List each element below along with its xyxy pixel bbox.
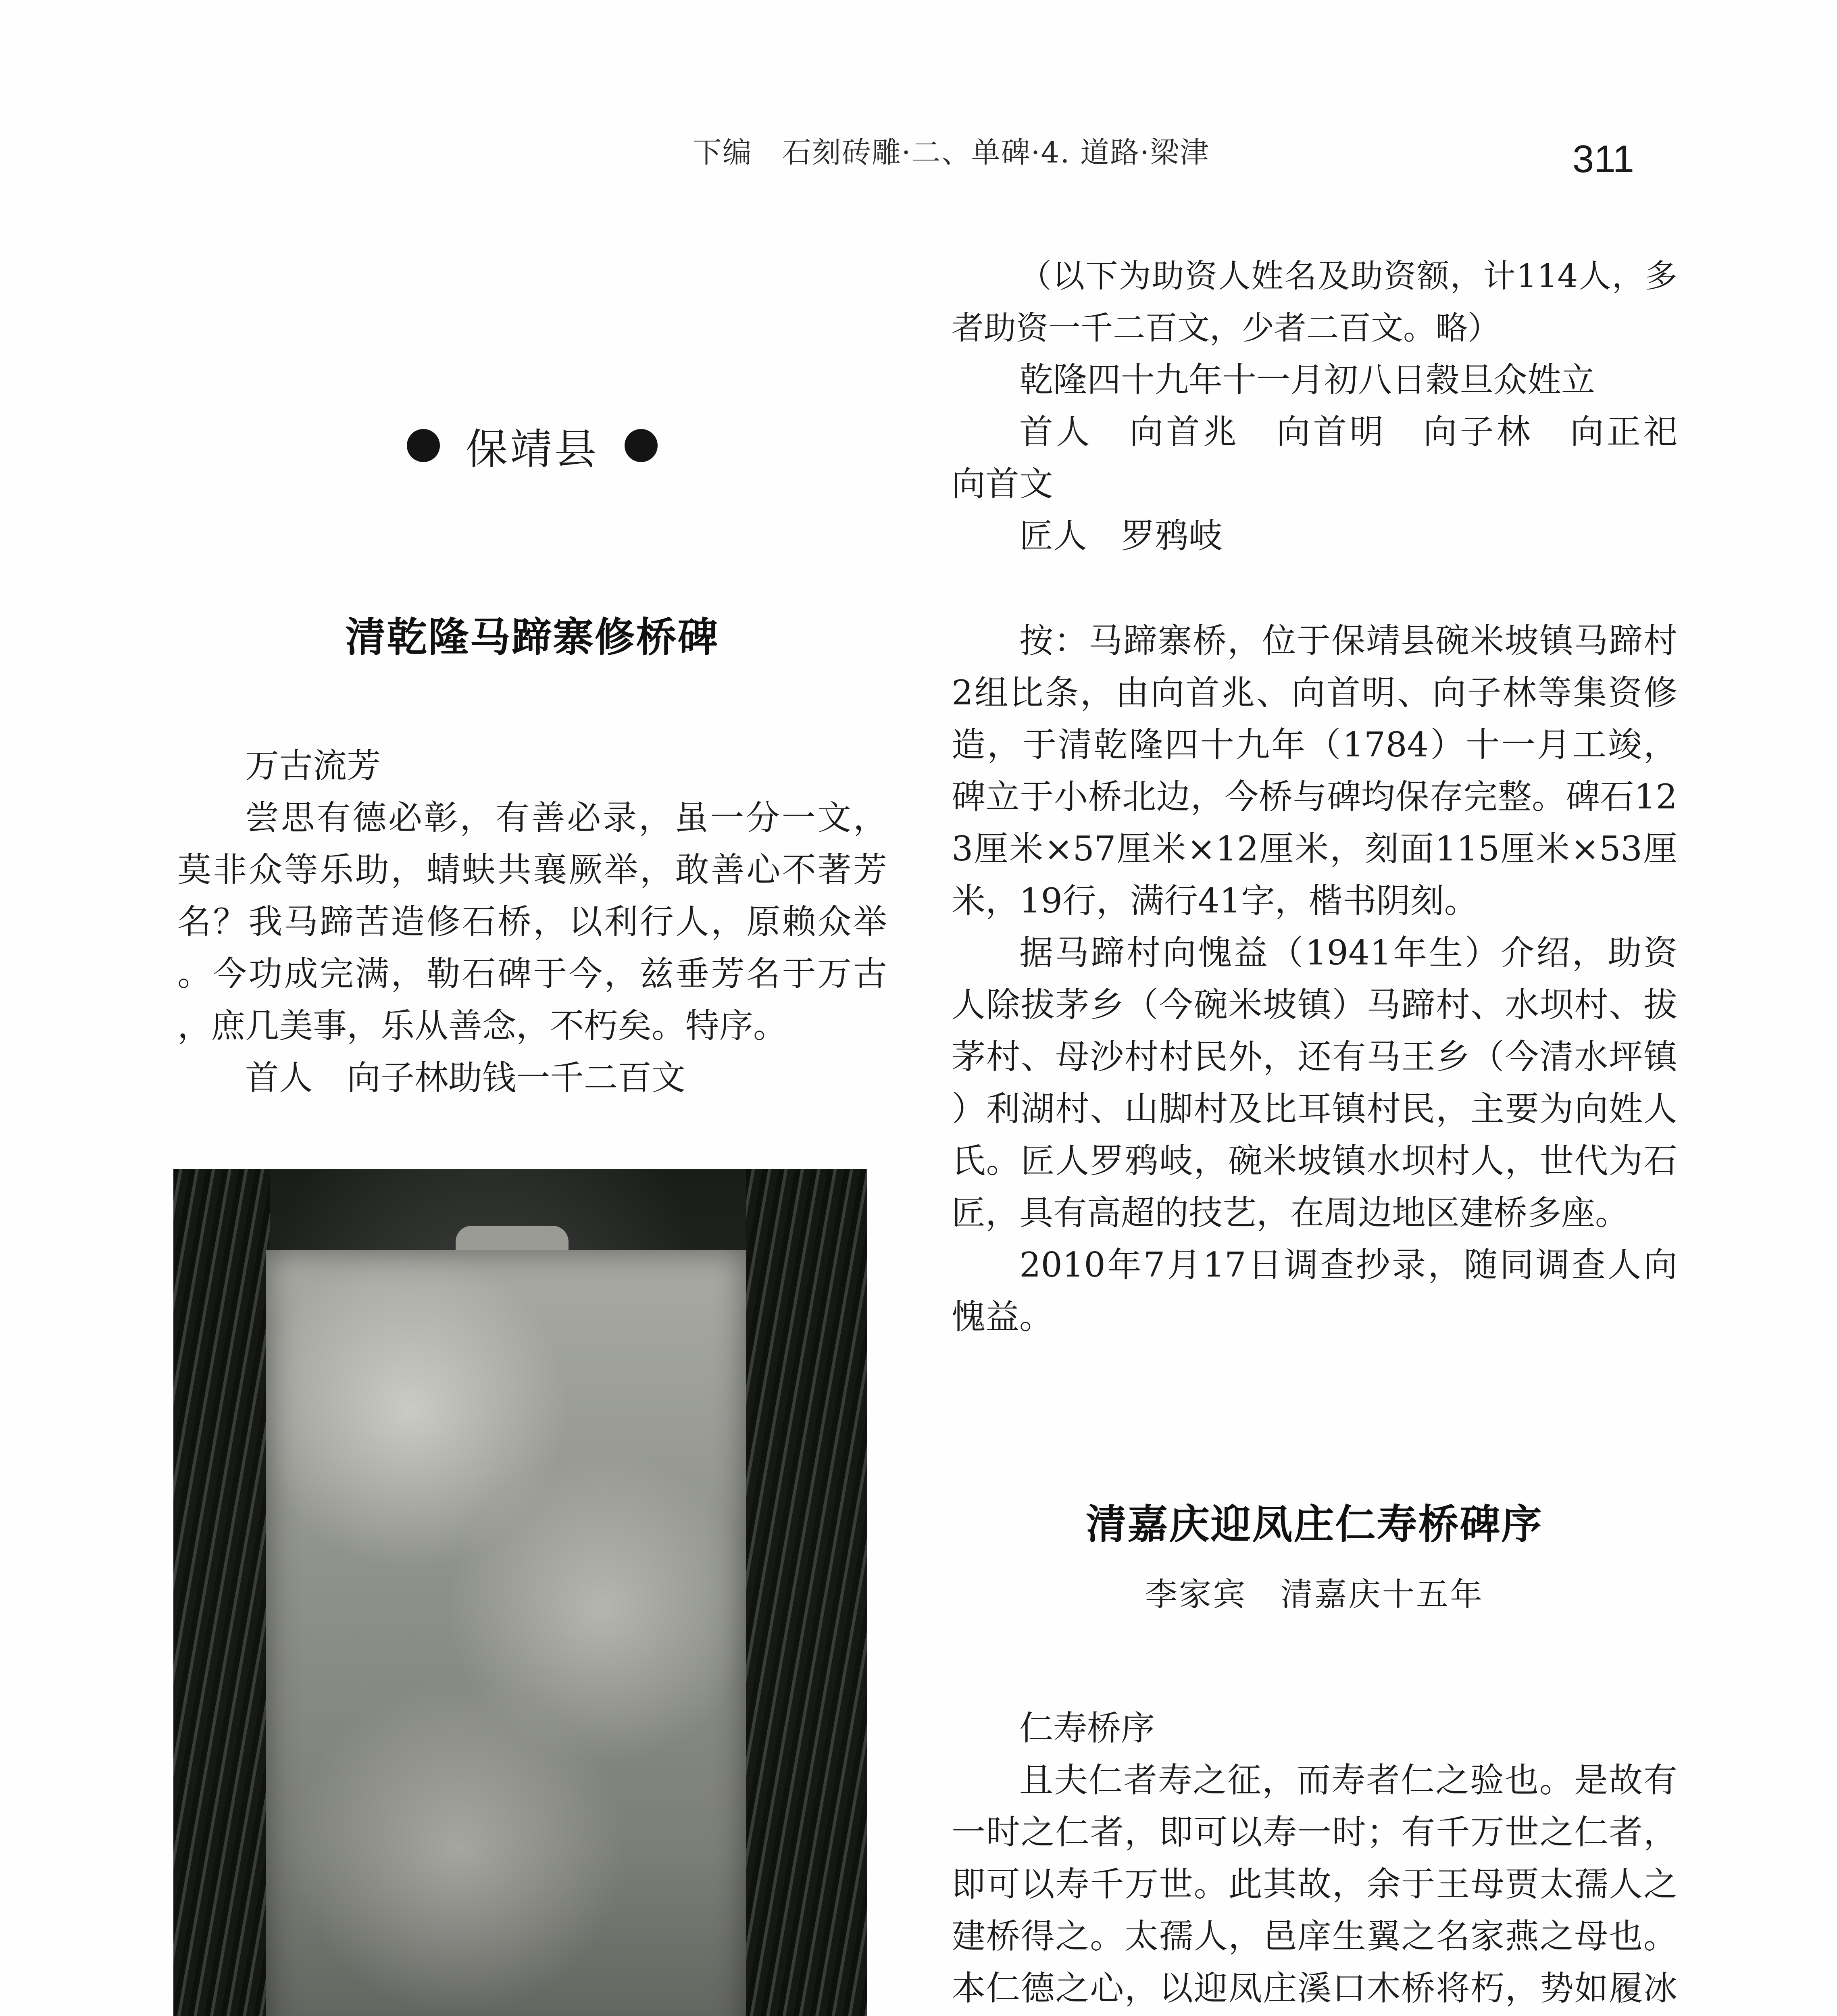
commentary-paragraph-1: 按：马蹄寨桥，位于保靖县碗米坡镇马蹄村2组比条，由向首兆、向首明、向子林等集资修造，于清乾隆四十九年（1784）十一月工竣，碑立于小桥北边，今桥与碑均保存完整。碑石123厘米×57厘米×12厘米，刻面115厘米×53厘米，19行，满行41字，楷书阴刻。 — [952, 621, 1677, 921]
stele-stone — [266, 1250, 746, 2016]
inscription-body: 尝思有德必彰，有善必录，虽一分一文，莫非众等乐助，蜻蚨共襄厥举，敢善心不著芳名？我马蹄苦造修石桥，以利行人，原赖众举。今功成完满，勒石碑于今，兹垂芳名于万古，庶几美事，乐从善念，不朽矣。特序。 — [177, 798, 887, 1045]
inscription-donor: 首人 向子林助钱一千二百文 — [245, 1058, 686, 1098]
county-name: 保靖县 — [465, 425, 599, 474]
inscription-heading: 万古流芳 — [245, 746, 381, 785]
commentary-paragraph-3: 2010年7月17日调查抄录，随同调查人向愧益。 — [952, 1245, 1677, 1337]
preface-paragraph-1: 且夫仁者寿之征，而寿者仁之验也。是故有一时之仁者，即可以寿一时；有千万世之仁者，即可以寿千万世。此其故，余于王母贾太孺人之建桥得之。太孺人，邑庠生翼之名家燕之母也。本仁德之心，以迎凤庄溪口木桥将朽，势如履冰 — [952, 1760, 1677, 2008]
article-title-2: 清嘉庆迎凤庄仁寿桥碑序 — [1086, 1501, 1543, 1548]
grass-left — [173, 1169, 270, 2016]
page-number: 311 — [1572, 137, 1635, 181]
grass-right — [746, 1169, 867, 2016]
date-line: 乾隆四十九年十一月初八日穀旦众姓立 — [1019, 360, 1595, 400]
stele-photo — [173, 1169, 867, 2016]
bullet-icon — [625, 429, 658, 462]
donor-note: （以下为助资人姓名及助资额，计114人，多者助资一千二百文，少者二百文。略） — [952, 257, 1677, 347]
commentary-paragraph-2: 据马蹄村向愧益（1941年生）介绍，助资人除拔茅乡（今碗米坡镇）马蹄村、水坝村、拔茅村、母沙村村民外，还有马王乡（今清水坪镇）利湖村、山脚村及比耳镇村民，主要为向姓人氏。匠人罗鸦岐，碗米坡镇水坝村人，世代为石匠，具有高超的技艺，在周边地区建桥多座。 — [952, 933, 1677, 1233]
running-head: 下编 石刻砖雕·二、单碑·4. 道路·梁津 — [692, 135, 1210, 169]
article-author: 李家宾 清嘉庆十五年 — [1145, 1576, 1484, 1613]
heads-line: 首人 向首兆 向首明 向子林 向正祀 向首文 — [952, 412, 1712, 504]
bullet-icon — [407, 429, 440, 462]
county-heading — [177, 415, 887, 476]
article-title: 清乾隆马蹄寨修桥碑 — [345, 614, 719, 661]
craftsman-line: 匠人 罗鸦岐 — [1019, 516, 1223, 556]
preface-heading: 仁寿桥序 — [1019, 1708, 1155, 1748]
